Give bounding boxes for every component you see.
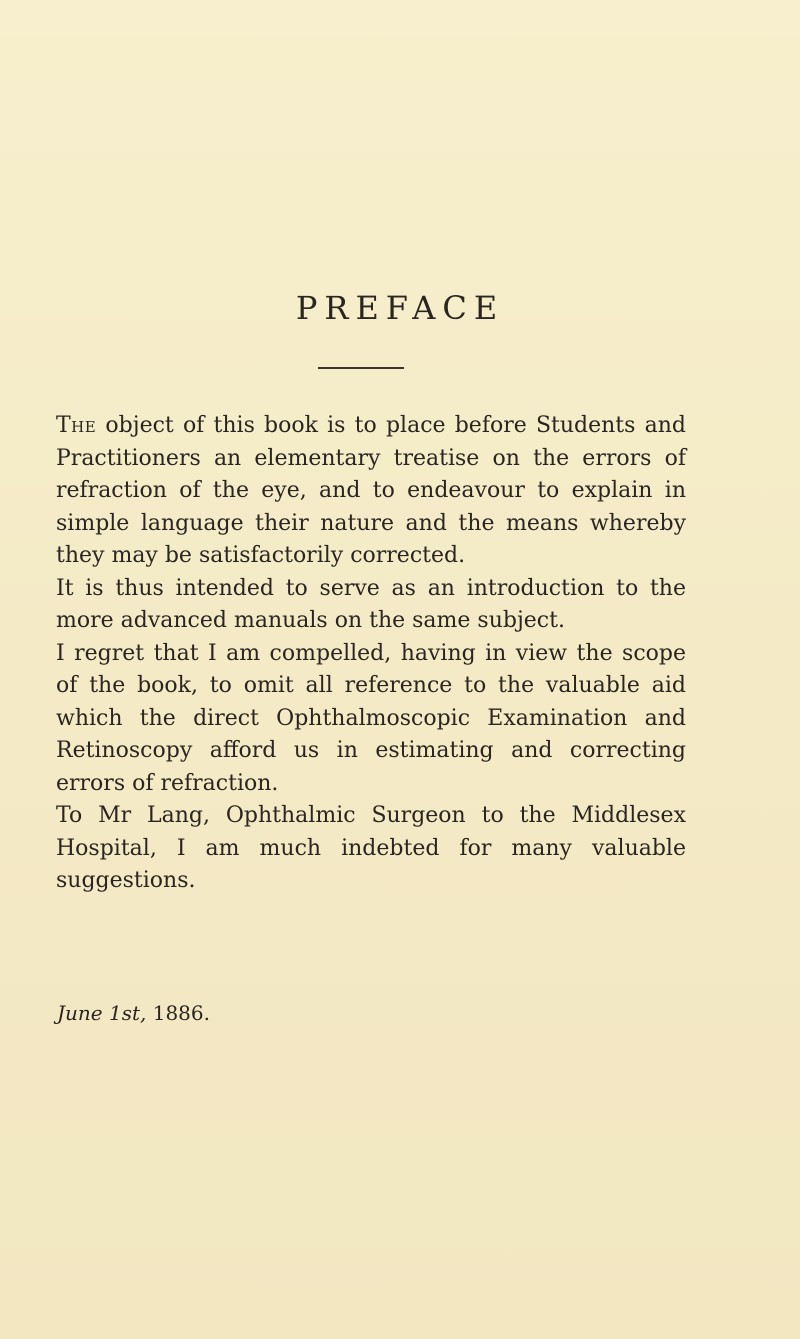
paragraph-text: I regret that I am compelled, having in view the scope of the book, to omit all reference to the valuable aid which the direct Ophthalmoscopic Examination and Retinoscopy afford us in estimating and correcting errors of refraction.	[56, 640, 686, 796]
page-title: PREFACE	[295, 289, 505, 328]
paragraph-text: It is thus intended to serve as an introduction to the more advanced manuals on the same subject.	[56, 575, 686, 633]
paragraph-2	[56, 573, 686, 638]
paragraph-1	[56, 410, 686, 573]
paragraph-3	[56, 638, 686, 801]
title-divider	[318, 367, 404, 369]
paragraph-4	[56, 800, 686, 898]
paragraph-text: To Mr Lang, Ophthalmic Surgeon to the Middlesex Hospital, I am much indebted for many valuable suggestions.	[56, 803, 686, 893]
preface-date	[57, 1001, 210, 1025]
date-year: 1886.	[152, 1001, 210, 1025]
date-day: June 1st,	[57, 1001, 147, 1025]
paragraph-text: object of this book is to place before Students and Practitioners an elementary treatise on the errors of refraction of the eye, and to endeavour to explain in simple language their nature and the means whereby they may be satisfactorily corrected.	[56, 413, 686, 568]
preface-body	[56, 410, 686, 898]
paragraph-lead-word: The	[56, 413, 97, 438]
